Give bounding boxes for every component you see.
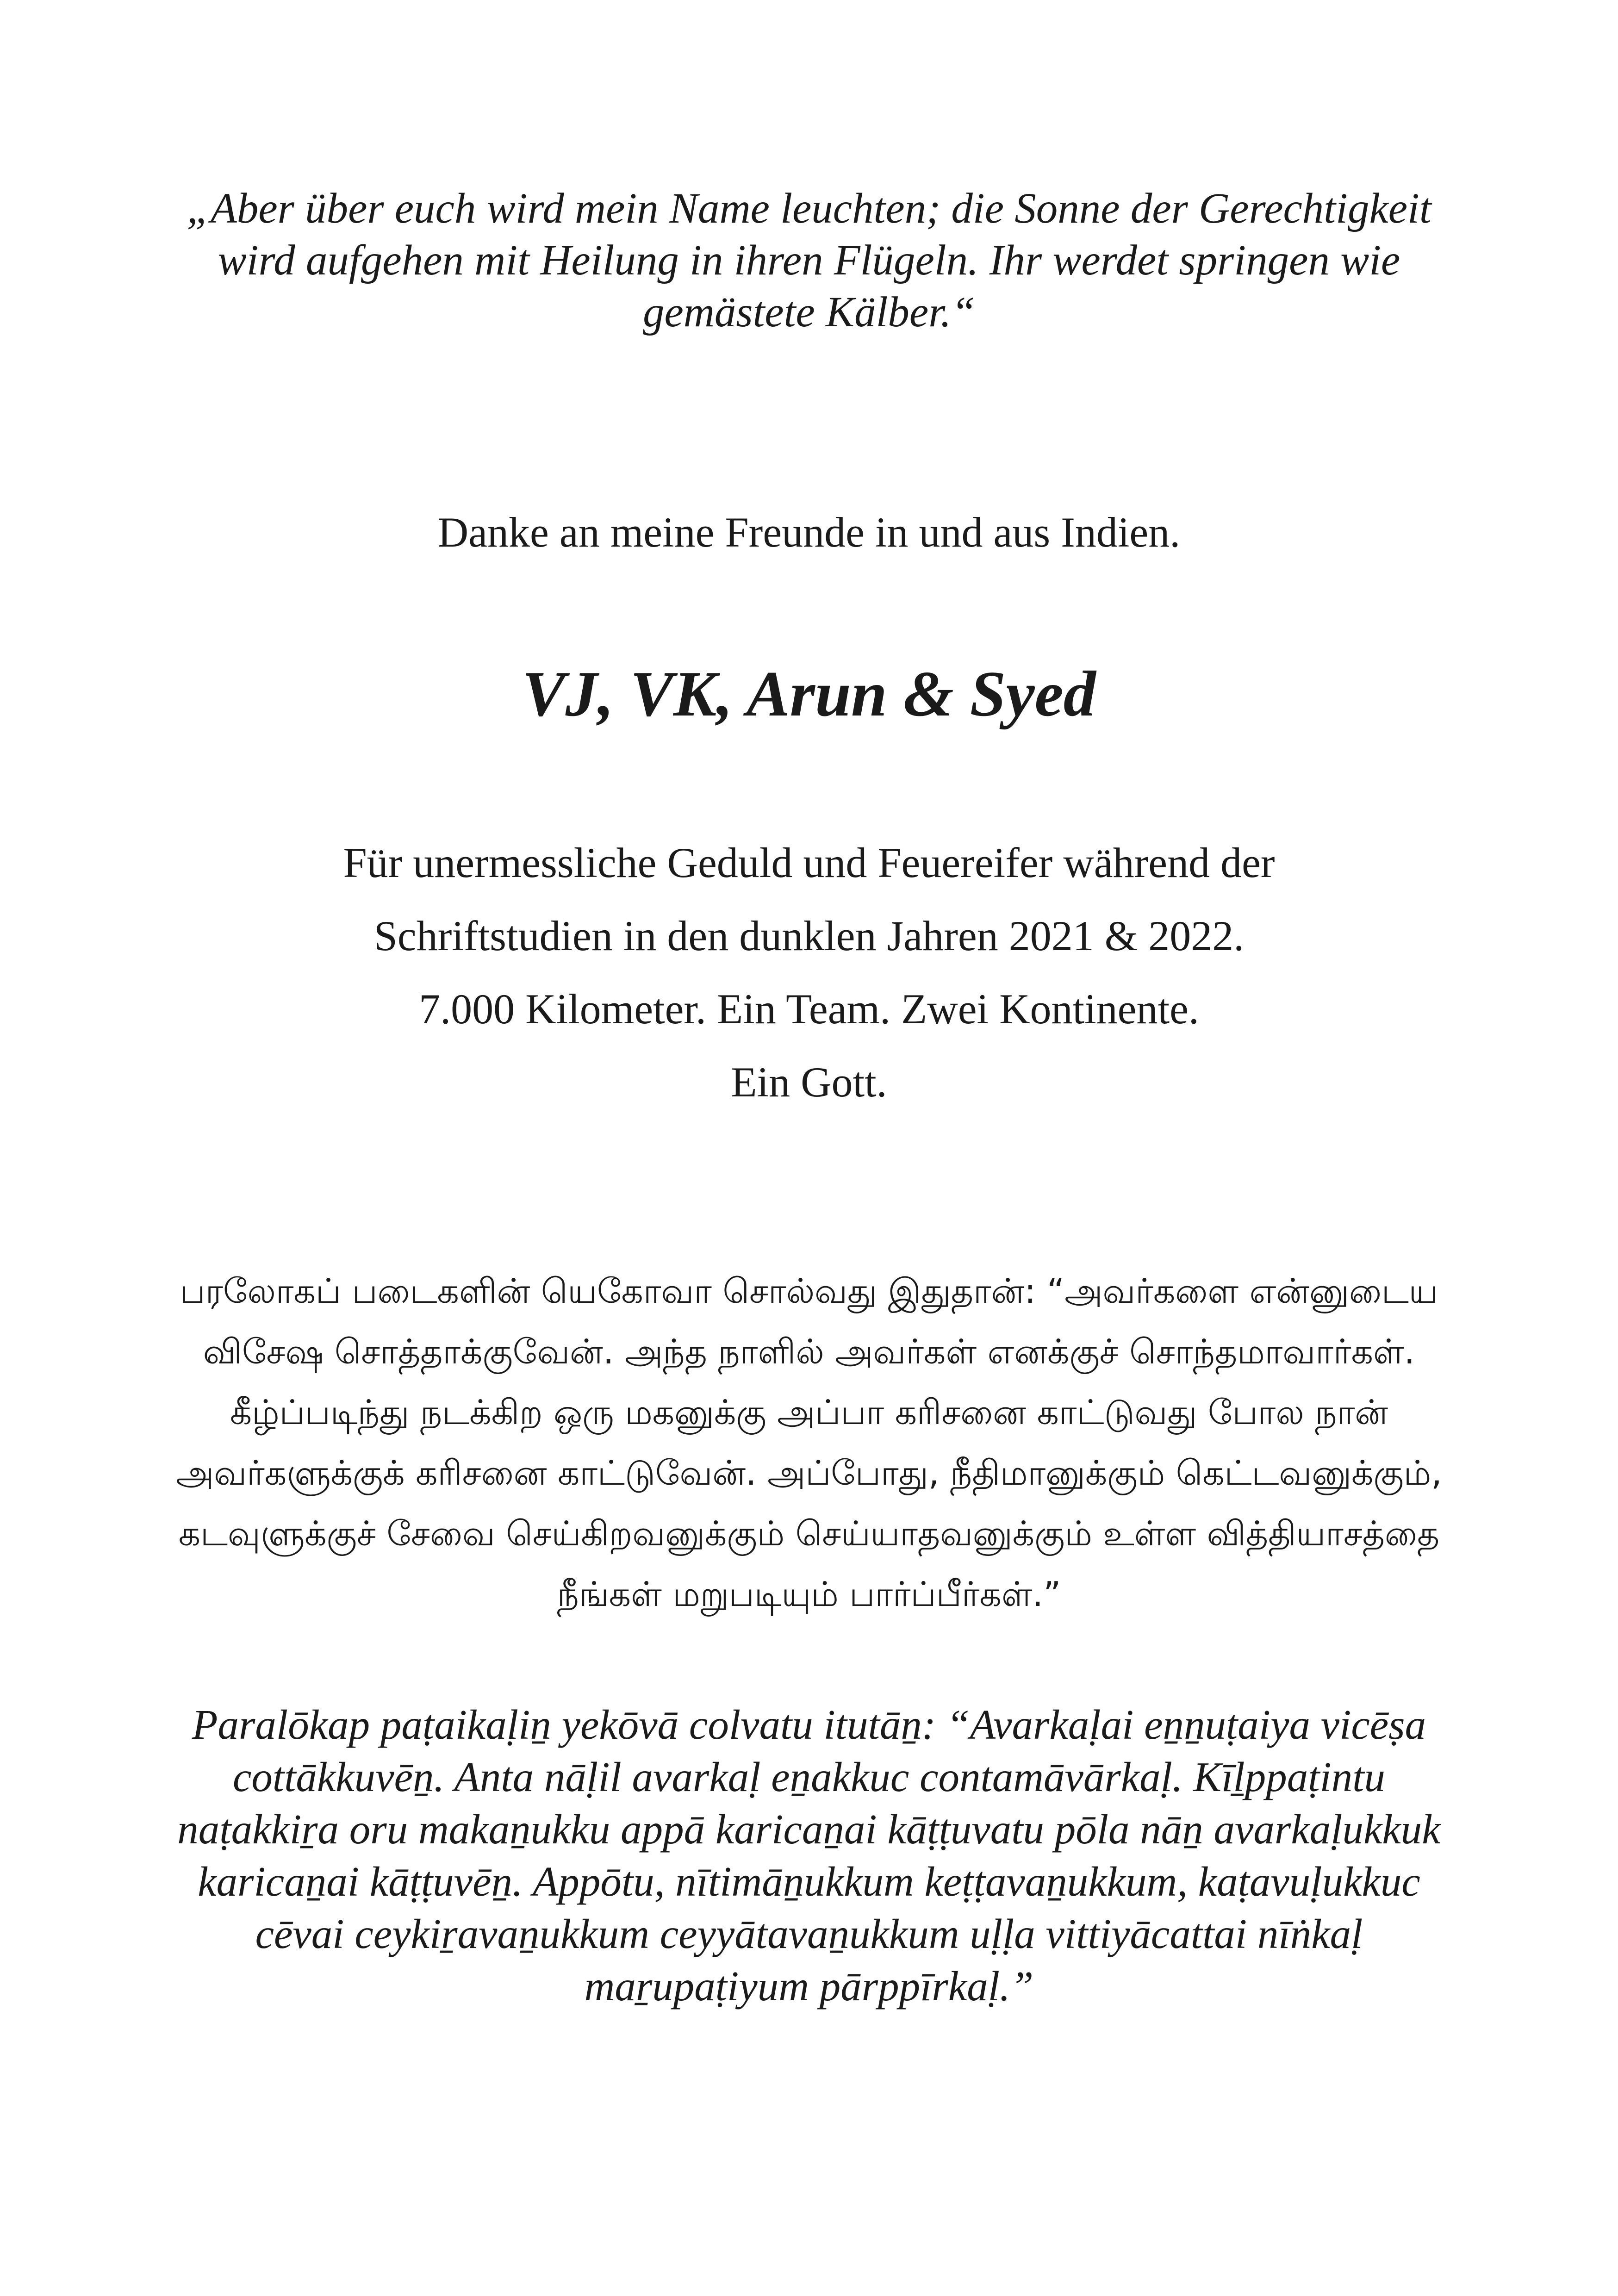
tamil-verse: பரலோகப் படைகளின் யெகோவா சொல்வது இதுதான்: “அவர்களை என்னுடைய விசேஷ சொத்தாக்குவேன். அந்த நாளில் அவர்கள் எனக்குச் சொந்தமாவார்கள். கீழ்ப்படிந்து நடக்கிற ஒரு மகனுக்கு அப்பா கரிசனை காட்டுவது போல நான் அவர்களுக்குக் கரிசனை காட்டுவேன். அப்போது, நீதிமானுக்கும் கெட்டவனுக்கும், கடவுளுக்குச் சேவை செய்கிறவனுக்கும் செய்யாதவனுக்கும் உள்ள வித்தியாசத்தை நீங்கள் மறுபடியும் பார்ப்பீர்கள்.” xyxy=(176,1271,1442,1614)
tamil-transliteration: Paralōkap paṭaikaḷiṉ yekōvā colvatu itutāṉ: “Avarkaḷai eṉṉuṭaiya vicēṣa cottākkuvēṉ. Anta nāḷil avarkaḷ eṉakkuc contamāvārkaḷ. Kīḻppaṭintu naṭakkiṟa oru makaṉukku appā karicaṉai kāṭṭuvatu pōla nāṉ avarkaḷukkuk karicaṉai kāṭṭuvēṉ. Appōtu, nītimāṉukkum keṭṭavaṉukkum, kaṭavuḷukkuc cēvai ceykiṟavaṉukkum ceyyātavaṉukkum uḷḷa vittiyācattai nīṅkaḷ maṟupaṭiyum pārppīrkaḷ.” xyxy=(177,1701,1441,2010)
dedication-line-4: Ein Gott. xyxy=(731,1058,887,1106)
thanks-line: Danke an meine Freunde in und aus Indien. xyxy=(437,509,1181,556)
dedication-line-3: 7.000 Kilometer. Ein Team. Zwei Kontinente. xyxy=(419,985,1199,1033)
dedication-line-1: Für unermessliche Geduld und Feuereifer während der xyxy=(343,839,1275,886)
dedication-line-2: Schriftstudien in den dunklen Jahren 2021 & 2022. xyxy=(373,912,1245,959)
epigraph-quote: „Aber über euch wird mein Name leuchten; die Sonne der Gerechtigkeit wird aufgehen mit Heilung in ihren Flügeln. Ihr werdet springen wie gemästete Kälber.“ xyxy=(187,185,1431,336)
dedication-text xyxy=(0,826,1618,1119)
dedication-names: VJ, VK, Arun & Syed xyxy=(522,658,1096,730)
